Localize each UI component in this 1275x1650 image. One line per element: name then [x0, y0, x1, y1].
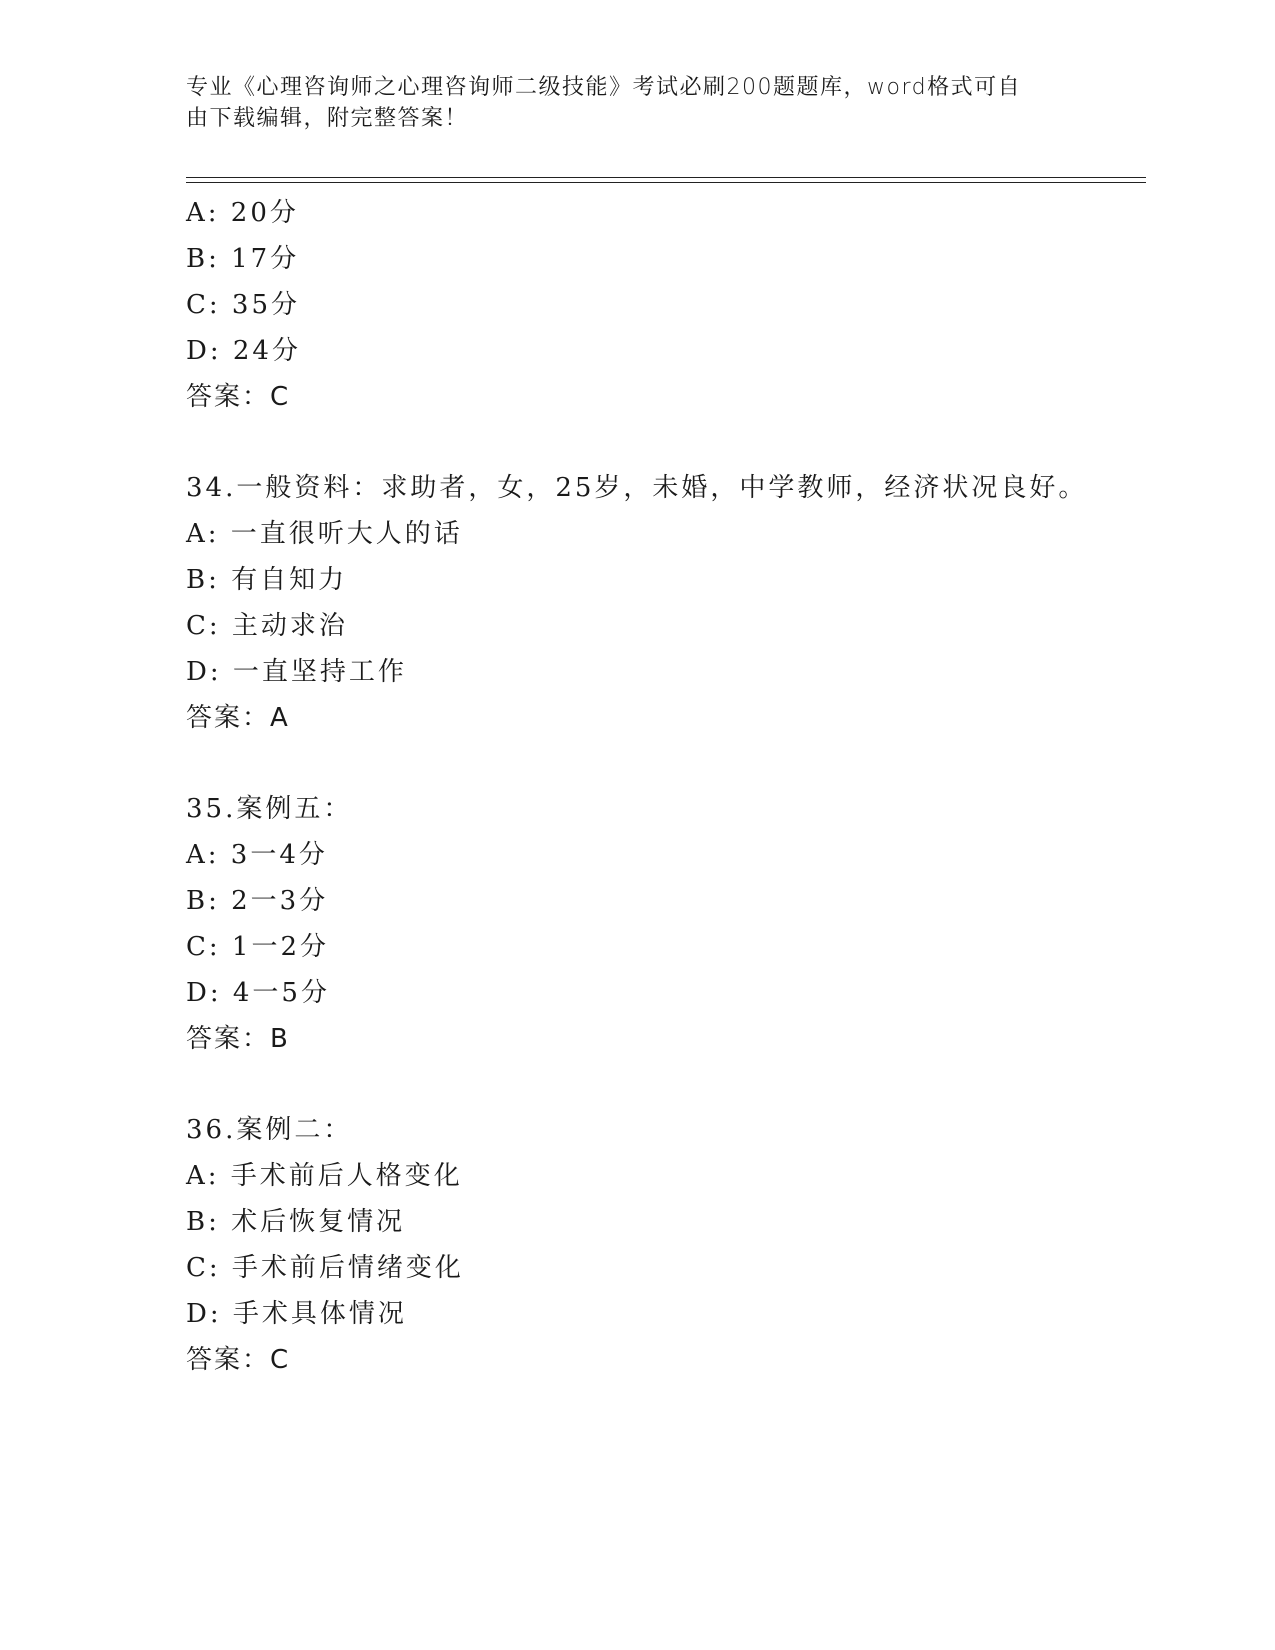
- question-block-36: [186, 1107, 1146, 1383]
- option-c: C: 主动求治: [186, 611, 348, 641]
- option-b: B: 17分: [186, 244, 300, 274]
- spacer: [186, 741, 1146, 786]
- spacer: [186, 1062, 1146, 1107]
- option-c: C: 手术前后情绪变化: [186, 1253, 464, 1283]
- option-d: D: 手术具体情况: [186, 1299, 407, 1329]
- option-a: A: 手术前后人格变化: [186, 1161, 463, 1191]
- option-a: A: 一直很听大人的话: [186, 519, 463, 549]
- question-block-35: [186, 786, 1146, 1062]
- header-divider-top: [186, 177, 1146, 178]
- option-a: A: 3一4分: [186, 840, 328, 870]
- question-stem: 34.一般资料：求助者，女，25岁，未婚，中学教师，经济状况良好。: [186, 473, 1088, 503]
- option-a: A: 20分: [186, 198, 299, 228]
- spacer: [186, 420, 1146, 465]
- question-list: [186, 190, 1146, 1383]
- answer-line: 答案：C: [186, 1345, 291, 1375]
- option-b: B: 有自知力: [186, 565, 348, 595]
- option-b: B: 术后恢复情况: [186, 1207, 406, 1237]
- question-block-33: [186, 190, 1146, 420]
- question-stem: 35.案例五：: [186, 794, 353, 824]
- answer-line: 答案：A: [186, 703, 290, 733]
- option-c: C: 1一2分: [186, 932, 330, 962]
- question-block-34: [186, 465, 1146, 741]
- option-b: B: 2一3分: [186, 886, 329, 916]
- option-d: D: 一直坚持工作: [186, 657, 407, 687]
- answer-line: 答案：C: [186, 382, 291, 412]
- header-line-1: 专业《心理咨询师之心理咨询师二级技能》考试必刷200题题库，word格式可自: [186, 75, 1022, 100]
- option-d: D: 24分: [186, 336, 301, 366]
- question-stem: 36.案例二：: [186, 1115, 353, 1145]
- document-header: [186, 72, 1066, 134]
- option-c: C: 35分: [186, 290, 301, 320]
- header-divider-bottom: [186, 182, 1146, 183]
- header-line-2: 由下载编辑，附完整答案！: [186, 106, 469, 131]
- option-d: D: 4一5分: [186, 978, 330, 1008]
- answer-line: 答案：B: [186, 1024, 290, 1054]
